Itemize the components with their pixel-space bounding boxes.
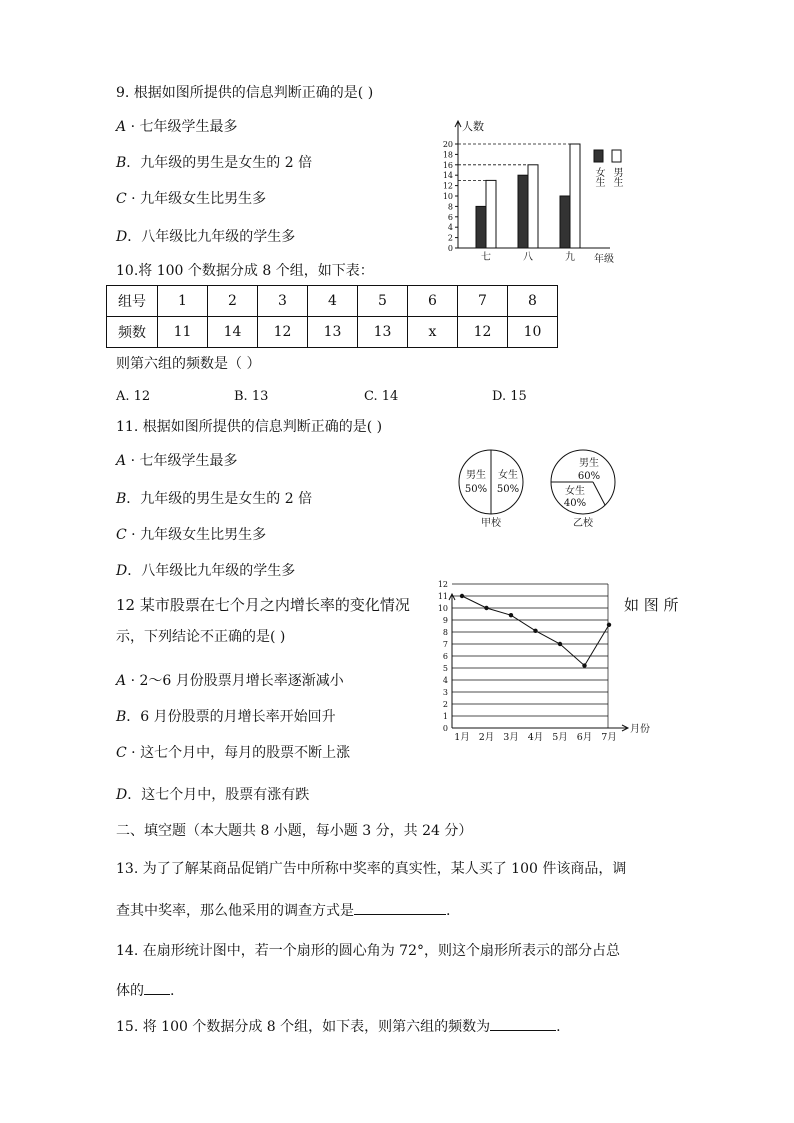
y-tick-label: 4 — [442, 676, 448, 685]
x-axis-label: 年级 — [594, 254, 614, 265]
table-row — [107, 286, 558, 317]
option-text: 八年级比九年级的学生多 — [141, 563, 296, 579]
table-cell: 1 — [158, 286, 208, 317]
q10-choice-d[interactable]: D. 15 — [492, 389, 527, 404]
q15-text: 15. 将 100 个数据分成 8 个组，如下表，则第六组的频数为 — [116, 1019, 491, 1035]
option-letter: B — [116, 491, 127, 507]
y-tick-label: 6 — [447, 212, 453, 222]
option-text: 九年级女生比男生多 — [140, 527, 267, 543]
table-cell: 14 — [208, 317, 258, 348]
data-point — [460, 594, 464, 598]
option-text: 九年级的男生是女生的 2 倍 — [140, 491, 313, 507]
y-tick-label: 16 — [442, 160, 453, 170]
q13-line1: 13. 为了了解某商品促销广告中所称中奖率的真实性，某人买了 100 件该商品，调 — [116, 861, 627, 877]
stock-growth-line-chart — [432, 580, 662, 746]
q15-period: . — [556, 1019, 561, 1035]
slice-label: 60% — [577, 471, 601, 482]
option-letter: C — [116, 527, 127, 543]
y-tick-label: 18 — [442, 150, 453, 160]
legend-label: 男生 — [611, 167, 622, 187]
option-letter: D — [116, 563, 128, 579]
table-cell: 8 — [508, 286, 558, 317]
option-text: 七年级学生最多 — [139, 453, 238, 469]
y-tick-label: 0 — [447, 244, 453, 253]
q9-stem: 9. 根据如图所提供的信息判断正确的是( ) — [116, 85, 374, 101]
bar — [476, 206, 486, 248]
x-tick-label: 6月 — [576, 732, 593, 743]
table-row — [107, 317, 558, 348]
legend-swatch — [594, 150, 603, 162]
y-tick-label: 1 — [442, 712, 448, 721]
q12-option-a[interactable]: A · 2～6 月份股票月增长率逐渐减小 — [116, 673, 344, 689]
q10-choice-b[interactable]: B. 13 — [234, 389, 269, 404]
x-tick-label: 八 — [523, 252, 533, 263]
pie-title: 乙校 — [573, 518, 593, 529]
y-tick-label: 7 — [442, 640, 448, 649]
bar — [570, 144, 580, 248]
option-text: 九年级的男生是女生的 2 倍 — [140, 155, 313, 171]
y-tick-label: 8 — [447, 202, 453, 212]
q13-period: . — [446, 903, 451, 919]
q12-option-c[interactable]: C · 这七个月中，每月的股票不断上涨 — [116, 745, 351, 761]
x-axis-label: 月份 — [630, 724, 650, 735]
data-point — [558, 642, 562, 646]
y-tick-label: 4 — [447, 223, 453, 233]
table-cell: 11 — [158, 317, 208, 348]
slice-label: 50% — [464, 484, 488, 495]
q14-line1: 14. 在扇形统计图中，若一个扇形的圆心角为 72°，则这个扇形所表示的部分占总 — [116, 943, 620, 959]
y-axis-label: 人数 — [462, 120, 484, 133]
slice-name: 男生 — [466, 470, 486, 481]
q13-answer-blank[interactable] — [354, 900, 446, 915]
x-tick-label: 5月 — [552, 732, 568, 743]
q9-option-d[interactable]: D．八年级比九年级的学生多 — [116, 229, 296, 245]
q9-option-b[interactable]: B．九年级的男生是女生的 2 倍 — [116, 155, 313, 171]
y-tick-label: 20 — [442, 140, 453, 149]
y-tick-label: 12 — [437, 580, 448, 589]
q13-text: 查其中奖率，那么他采用的调查方式是 — [116, 903, 354, 919]
x-tick-label: 1月 — [454, 732, 470, 743]
x-tick-label: 4月 — [527, 732, 544, 743]
x-tick-label: 3月 — [503, 732, 519, 743]
data-point — [533, 629, 537, 633]
y-tick-label: 10 — [442, 192, 453, 201]
y-tick-label: 11 — [437, 592, 448, 601]
y-tick-label: 3 — [442, 688, 448, 697]
option-letter: A — [116, 673, 127, 689]
q10-choice-a[interactable]: A. 12 — [116, 389, 151, 404]
table-cell: 4 — [308, 286, 358, 317]
section-heading: 二、填空题（本大题共 8 小题，每小题 3 分，共 24 分） — [116, 823, 473, 839]
q13-line2 — [116, 900, 450, 920]
q15-answer-blank[interactable] — [490, 1016, 556, 1031]
option-letter: A — [116, 119, 127, 135]
option-letter: B — [116, 709, 127, 725]
bar — [560, 196, 570, 248]
table-cell: 13 — [308, 317, 358, 348]
pie-title: 甲校 — [481, 518, 501, 529]
table-cell: 13 — [358, 317, 408, 348]
slice-label: 50% — [496, 484, 520, 495]
option-text: 6 月份股票的月增长率开始回升 — [140, 709, 336, 725]
table-cell: 2 — [208, 286, 258, 317]
option-text: 2～6 月份股票月增长率逐渐减小 — [139, 673, 344, 689]
bar — [528, 165, 538, 248]
bar — [486, 180, 496, 248]
q12-option-d[interactable]: D．这七个月中，股票有涨有跌 — [116, 787, 310, 803]
option-text: 八年级比九年级的学生多 — [141, 229, 296, 245]
x-tick-label: 七 — [481, 252, 491, 263]
bar — [518, 175, 528, 248]
table-cell: 6 — [408, 286, 458, 317]
q12-stem-line2: 示，下列结论不正确的是( ) — [116, 629, 286, 645]
data-point — [607, 623, 611, 627]
option-letter: C — [116, 191, 127, 207]
option-letter: A — [116, 453, 127, 469]
q10-stem: 10.将 100 个数据分成 8 个组，如下表： — [116, 263, 374, 279]
option-text: 九年级女生比男生多 — [140, 191, 267, 207]
q10-question: 则第六组的频数是（ ） — [116, 356, 261, 372]
option-text: 这七个月中，股票有涨有跌 — [141, 787, 310, 803]
q9-option-a[interactable]: A · 七年级学生最多 — [116, 119, 238, 135]
q12-stem-tail: 如 图 所 — [624, 596, 679, 614]
q14-period: . — [170, 983, 175, 999]
q15-line — [116, 1016, 561, 1036]
table-header-cell: 频数 — [107, 317, 158, 348]
q14-answer-blank[interactable] — [144, 980, 170, 995]
x-tick-label: 7月 — [601, 732, 617, 743]
data-point — [509, 613, 513, 617]
q11-option-c[interactable]: C · 九年级女生比男生多 — [116, 527, 267, 543]
school-pie-charts — [455, 448, 625, 534]
q11-option-a[interactable]: A · 七年级学生最多 — [116, 453, 238, 469]
option-letter: B — [116, 155, 127, 171]
slice-name: 女生 — [565, 486, 585, 497]
q9-option-c[interactable]: C · 九年级女生比男生多 — [116, 191, 267, 207]
q14-line2 — [116, 980, 174, 1000]
q14-text: 体的 — [116, 983, 144, 999]
y-tick-label: 9 — [442, 616, 448, 625]
y-tick-label: 2 — [442, 700, 448, 709]
slice-label: 40% — [563, 498, 587, 509]
table-cell: 7 — [458, 286, 508, 317]
table-cell: 12 — [458, 317, 508, 348]
y-tick-label: 5 — [442, 664, 448, 673]
y-tick-label: 8 — [442, 628, 448, 637]
y-tick-label: 6 — [442, 652, 448, 661]
data-point — [484, 606, 488, 610]
table-header-cell: 组号 — [107, 286, 158, 317]
option-letter: D — [116, 787, 128, 803]
table-cell: 10 — [508, 317, 558, 348]
option-text: 这七个月中，每月的股票不断上涨 — [140, 745, 351, 761]
q12-option-b[interactable]: B．6 月份股票的月增长率开始回升 — [116, 709, 336, 725]
legend-swatch — [612, 150, 621, 162]
table-cell: 3 — [258, 286, 308, 317]
data-point — [582, 663, 586, 667]
legend-label: 女生 — [593, 167, 604, 187]
q11-stem: 11. 根据如图所提供的信息判断正确的是( ) — [116, 419, 383, 435]
option-text: 七年级学生最多 — [139, 119, 238, 135]
frequency-table — [106, 285, 558, 348]
option-letter: C — [116, 745, 127, 761]
q10-choice-c[interactable]: C. 14 — [364, 389, 399, 404]
q12-stem-line1: 12 某市股票在七个月之内增长率的变化情况 — [116, 596, 410, 614]
table-cell: x — [408, 317, 458, 348]
y-tick-label: 14 — [442, 171, 453, 181]
y-tick-label: 12 — [442, 181, 453, 191]
option-letter: D — [116, 229, 128, 245]
x-tick-label: 九 — [565, 252, 575, 263]
x-tick-label: 2月 — [478, 732, 495, 743]
q11-option-d[interactable]: D．八年级比九年级的学生多 — [116, 563, 296, 579]
y-tick-label: 10 — [437, 604, 448, 613]
table-cell: 12 — [258, 317, 308, 348]
slice-name: 女生 — [498, 470, 518, 481]
y-tick-label: 0 — [442, 724, 448, 733]
y-tick-label: 2 — [447, 233, 453, 243]
grade-bar-chart — [434, 116, 630, 268]
slice-name: 男生 — [579, 458, 599, 469]
table-cell: 5 — [358, 286, 408, 317]
q11-option-b[interactable]: B．九年级的男生是女生的 2 倍 — [116, 491, 313, 507]
